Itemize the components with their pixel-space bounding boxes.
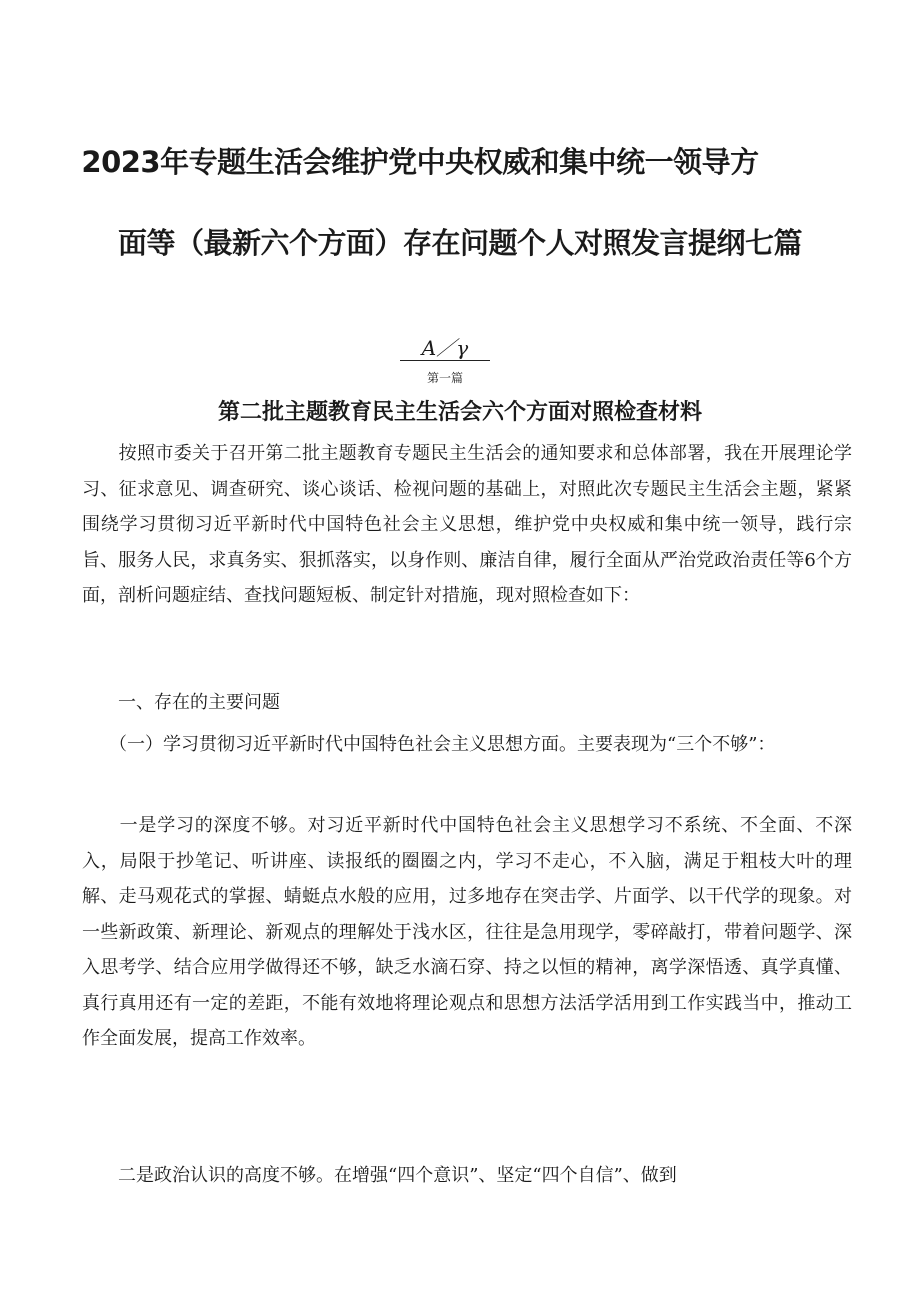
section-title: 第二批主题教育民主生活会六个方面对照检查材料 xyxy=(217,400,702,425)
paragraph-intro: 按照市委关于召开第二批主题教育专题民主生活会的通知要求和总体部署，我在开展理论学习、征求意见、调查研究、谈心谈话、检视问题的基础上，对照此次专题民主生活会主题，紧紧围绕学习贯彻习近平新时代中国特色社会主义思想，维护党中央权威和集中统一领导，践行宗旨、服务人民，求真务实、狠抓落实，以身作则、廉洁自律，履行全面从严治党政治责任等6个方面，剖析问题症结、查找问题短板、制定针对措施，现对照检查如下： xyxy=(82,443,852,606)
paragraph-point-1: 一是学习的深度不够。对习近平新时代中国特色社会主义思想学习不系统、不全面、不深入，局限于抄笔记、听讲座、读报纸的圈圈之内，学习不走心，不入脑，满足于粗枝大叶的理解、走马观花式的掌握、蜻蜓点水般的应用，过多地存在突击学、片面学、以干代学的现象。对一些新政策、新理论、新观点的理解处于浅水区，往往是急用现学，零碎敲打，带着问题学、深入思考学、结合应用学做得还不够，缺乏水滴石穿、持之以恒的精神，离学深悟透、真学真懂、真行真用还有一定的差距，不能有效地将理论观点和思想方法活学活用到工作实践当中，推动工作全面发展，提高工作效率。 xyxy=(82,815,852,1049)
paragraph-point-2: 二是政治认识的高度不够。在增强“四个意识”、坚定“四个自信”、做到 xyxy=(82,1165,677,1186)
document-title-line-2: 面等（最新六个方面）存在问题个人对照发言提纲七篇 xyxy=(117,226,802,260)
paragraph-subheading-1: （一）学习贯彻习近平新时代中国特色社会主义思想方面。主要表现为“三个不够”： xyxy=(82,734,776,755)
handwritten-mark: A／γ xyxy=(400,336,490,361)
document-title-line-1: 2023年专题生活会维护党中央权威和集中统一领导方 xyxy=(81,145,759,179)
part-label: 第一篇 xyxy=(426,371,463,385)
paragraph-heading-problems: 一、存在的主要问题 xyxy=(82,692,280,713)
